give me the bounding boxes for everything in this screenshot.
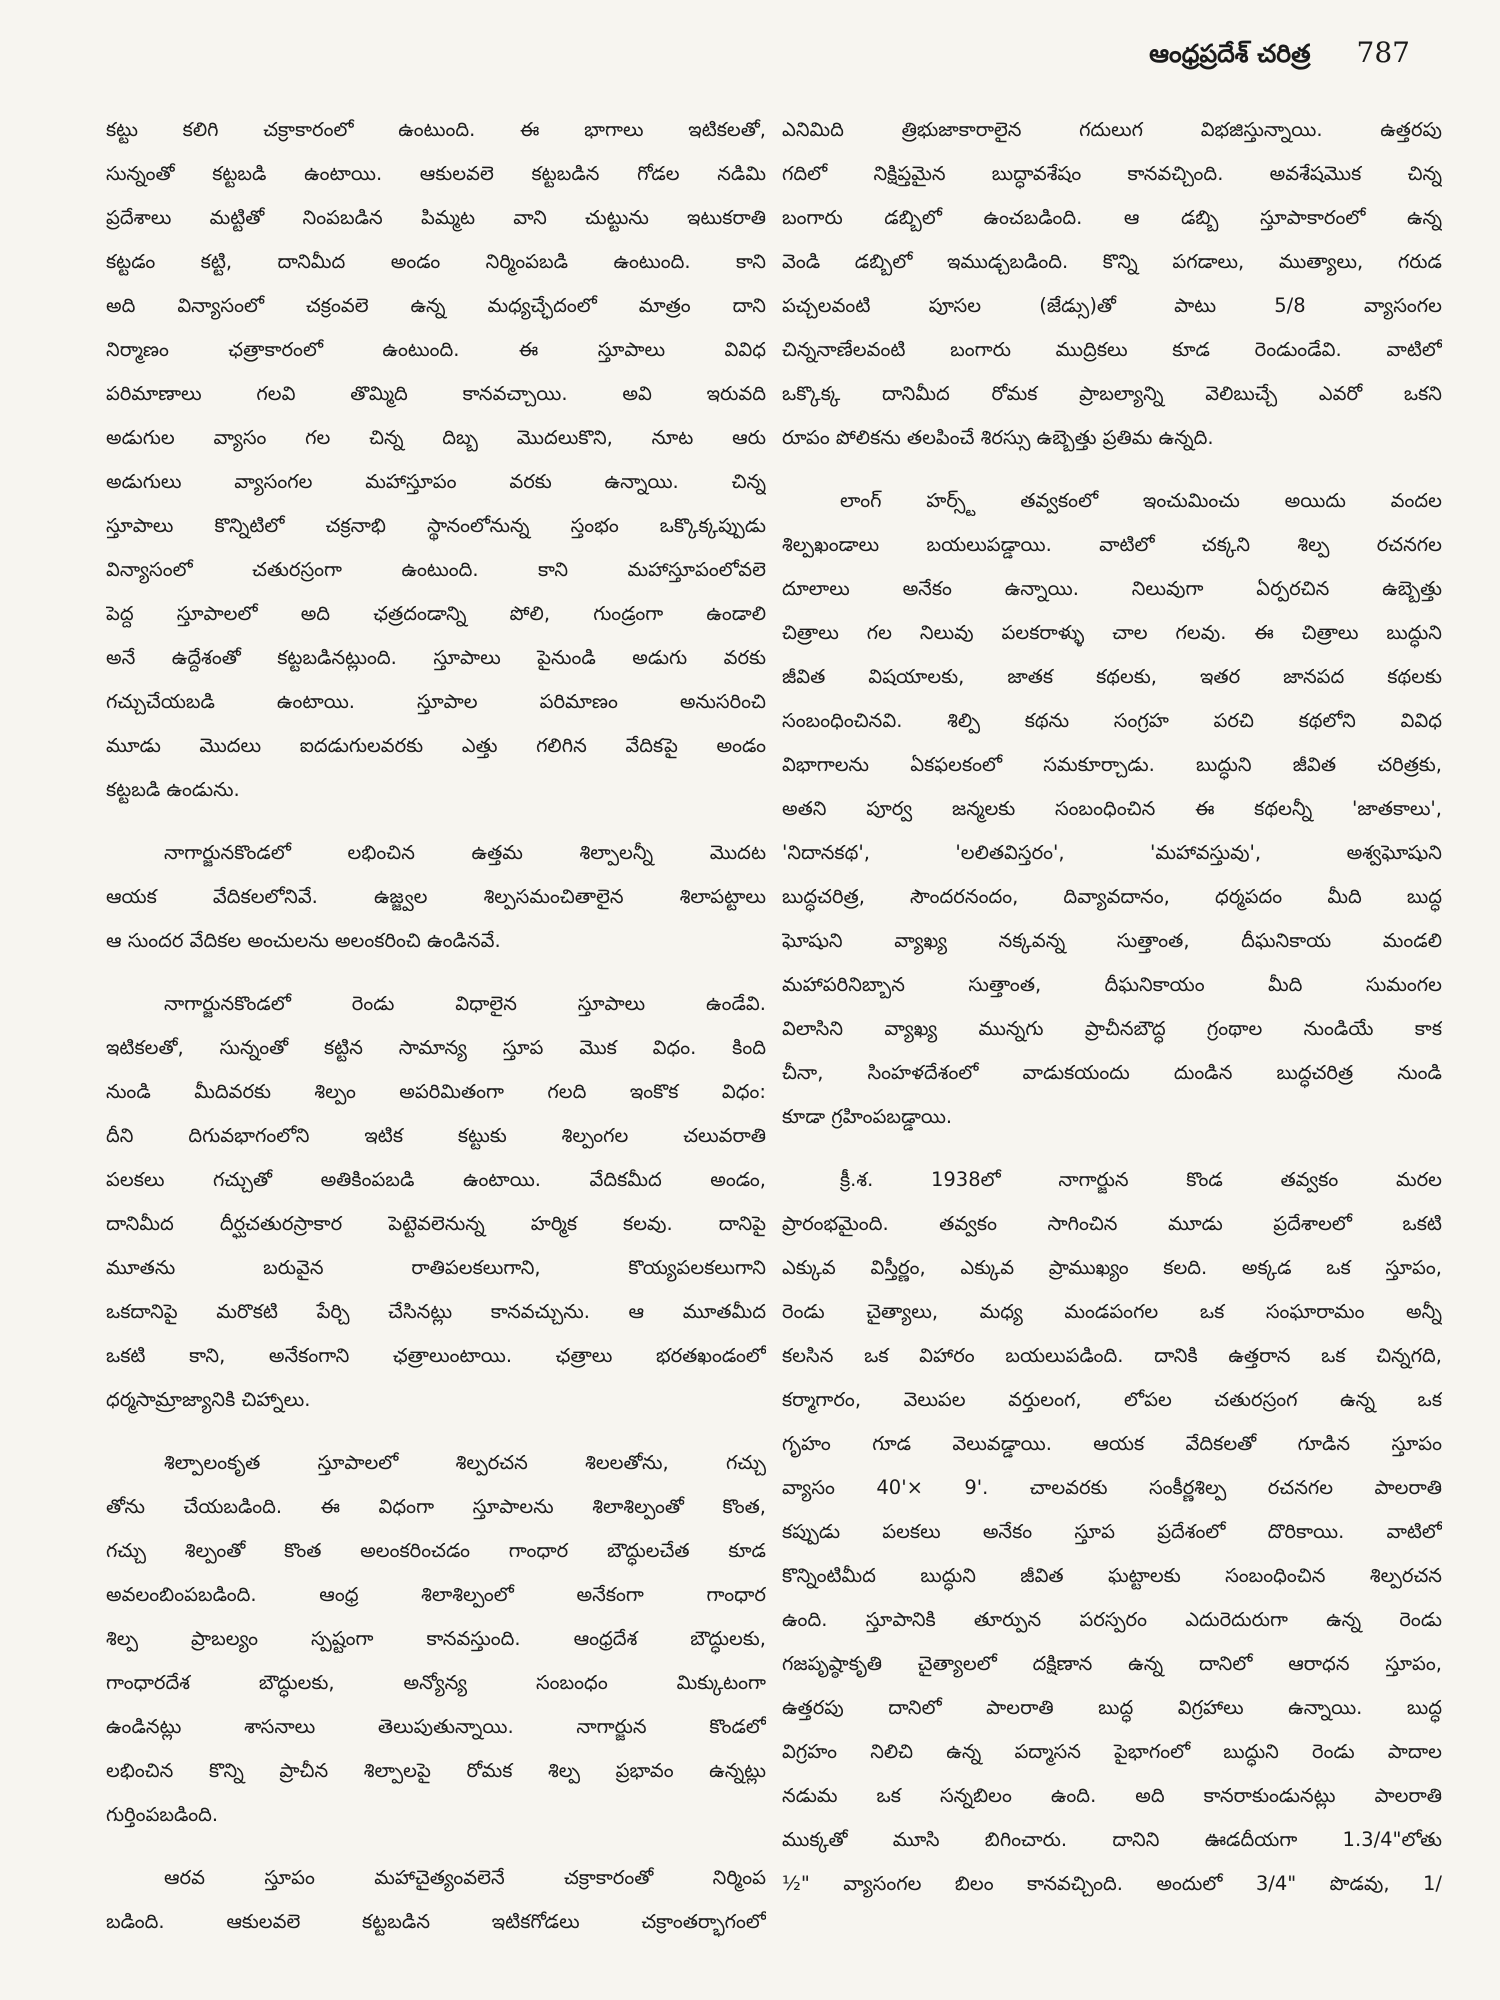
text-line: ప్రారంభమైంది. తవ్వకం సాగించిన మూడు ప్రదేశాలలో ఒకటి xyxy=(782,1212,1442,1235)
text-line: శిల్పాలంకృత స్తూపాలలో శిల్పరచన శిలలతోను, గచ్చు xyxy=(164,1451,766,1474)
text-line: రూపం పోలికను తలపించే శిరస్సు ఉబ్బెత్తు ప్రతిమ ఉన్నది. xyxy=(782,426,1214,449)
text-line: ఉండినట్లు శాసనాలు తెలుపుతున్నాయి. నాగార్జున కొండలో xyxy=(106,1715,766,1738)
text-line: స్తూపాలు కొన్నిటిలో చక్రనాభి స్థానంలోనున్న స్తంభం ఒక్కొక్కప్పుడు xyxy=(106,514,766,537)
text-line: పలకలు గచ్చుతో అతికింపబడి ఉంటాయి. వేదికమీద అండం, xyxy=(106,1168,766,1191)
text-line: పచ్చలవంటి పూసల (జేడ్సు)తో పాటు 5/8 వ్యాసంగల xyxy=(782,294,1442,317)
text-line: ఎక్కువ విస్తీర్ణం, ఎక్కువ ప్రాముఖ్యం కలది. అక్కడ ఒక స్తూపం, xyxy=(782,1256,1442,1279)
text-line: ఆ సుందర వేదికల అంచులను అలంకరించి ఉండినవే. xyxy=(106,929,501,952)
text-line: దూలాలు అనేకం ఉన్నాయి. నిలువుగా ఏర్పరచిన ఉబ్బెత్తు xyxy=(782,577,1442,600)
text-line: పెద్ద స్తూపాలలో అది ఛత్రదండాన్ని పోలి, గుండ్రంగా ఉండాలి xyxy=(106,602,766,625)
text-line: శిల్ప ప్రాబల్యం స్పష్టంగా కానవస్తుంది. ఆంధ్రదేశ బౌద్ధులకు, xyxy=(106,1627,766,1650)
text-line: ½" వ్యాసంగల బిలం కానవచ్చింది. అందులో 3/4" పొడవు, 1/ xyxy=(782,1872,1442,1895)
text-line: గజపృష్ఠాకృతి చైత్యాలలో దక్షిణాన ఉన్న దానిలో ఆరాధన స్తూపం, xyxy=(782,1652,1442,1675)
text-line: బంగారు డబ్బిలో ఉంచబడింది. ఆ డబ్బి స్తూపాకారంలో ఉన్న xyxy=(782,206,1442,229)
text-line: గచ్చుచేయబడి ఉంటాయి. స్తూపాల పరిమాణం అనుసరించి xyxy=(106,690,766,713)
text-line: గాంధారదేశ బౌద్ధులకు, అన్యోన్య సంబంధం మిక్కుటంగా xyxy=(106,1671,766,1694)
text-line: అడుగులు వ్యాసంగల మహాస్తూపం వరకు ఉన్నాయి. చిన్న xyxy=(106,470,766,493)
text-line: ఘోషుని వ్యాఖ్య నక్కవన్న సుత్తాంత, దీఘనికాయ మండలి xyxy=(782,929,1442,952)
text-line: కట్టబడి ఉండును. xyxy=(106,778,240,801)
text-line: చీనా, సింహళదేశంలో వాడుకయందు దుండిన బుద్ధచరిత్ర నుండి xyxy=(782,1061,1442,1084)
text-line: పరిమాణాలు గలవి తొమ్మిది కానవచ్చాయి. అవి ఇరువది xyxy=(106,382,766,405)
text-line: ఆరవ స్తూపం మహాచైత్యంవలెనే చక్రాకారంతో నిర్మింప xyxy=(164,1866,766,1889)
text-line: ఇటికలతో, సున్నంతో కట్టిన సామాన్య స్తూప మొక విధం. కింది xyxy=(106,1036,766,1059)
text-line: బుద్ధచరిత్ర, సౌందరనందం, దివ్యావదానం, ధర్మపదం మీది బుద్ధ xyxy=(782,885,1442,908)
text-line: అనే ఉద్దేశంతో కట్టబడినట్లుంది. స్తూపాలు పైనుండి అడుగు వరకు xyxy=(106,646,766,669)
text-line: నాగార్జునకొండలో రెండు విధాలైన స్తూపాలు ఉండేవి. xyxy=(164,992,766,1015)
text-line: ఒకదానిపై మరొకటి పేర్చి చేసినట్లు కానవచ్చును. ఆ మూతమీద xyxy=(106,1300,766,1323)
paragraph xyxy=(782,1158,1442,1906)
text-line: గుర్తింపబడింది. xyxy=(106,1803,219,1826)
text-line: అడుగుల వ్యాసం గల చిన్న దిబ్బ మొదలుకొని, నూట ఆరు xyxy=(106,426,766,449)
page-header xyxy=(1149,36,1410,75)
page-number: 787 xyxy=(1356,36,1410,69)
text-line: ఒక్కొక్క దానిమీద రోమక ప్రాబల్యాన్ని వెలిబుచ్చే ఎవరో ఒకని xyxy=(782,382,1442,405)
paragraph xyxy=(106,1856,766,1944)
text-line: జీవిత విషయాలకు, జాతక కథలకు, ఇతర జానపద కథలకు xyxy=(782,665,1442,688)
text-line: గృహం గూడ వెలువడ్డాయి. ఆయక వేదికలతో గూడిన స్తూపం xyxy=(782,1432,1442,1455)
paragraph xyxy=(106,1441,766,1837)
text-line: ముక్కతో మూసి బిగించారు. దానిని ఊడదీయగా 1.3/4"లోతు xyxy=(782,1828,1442,1851)
text-line: బడింది. ఆకులవలె కట్టబడిన ఇటికగోడలు చక్రాంతర్భాగంలో xyxy=(106,1910,766,1933)
text-line: దానిమీద దీర్ఘచతురస్రాకార పెట్టెవలెనున్న హర్మిక కలవు. దానిపై xyxy=(106,1212,766,1235)
text-line: క్రీ.శ. 1938లో నాగార్జున కొండ తవ్వకం మరల xyxy=(840,1168,1442,1191)
text-line: మూడు మొదలు ఐదడుగులవరకు ఎత్తు గలిగిన వేదికపై అండం xyxy=(106,734,766,757)
text-line: ఉంది. స్తూపానికి తూర్పున పరస్పరం ఎదురెదురుగా ఉన్న రెండు xyxy=(782,1608,1442,1631)
paragraph xyxy=(782,108,1442,460)
text-line: లభించిన కొన్ని ప్రాచీన శిల్పాలపై రోమక శిల్ప ప్రభావం ఉన్నట్లు xyxy=(106,1759,766,1782)
text-line: గదిలో నిక్షిప్తమైన బుద్ధావశేషం కానవచ్చింది. అవశేషమొక చిన్న xyxy=(782,162,1442,185)
text-line: కర్మాగారం, వెలుపల వర్తులంగ, లోపల చతురస్రంగ ఉన్న ఒక xyxy=(782,1388,1442,1411)
text-line: కలసిన ఒక విహారం బయలుపడింది. దానికి ఉత్తరాన ఒక చిన్నగది, xyxy=(782,1344,1442,1367)
paragraph xyxy=(106,108,766,812)
text-line: ధర్మసామ్రాజ్యానికి చిహ్నాలు. xyxy=(106,1388,311,1411)
text-line: నిర్మాణం ఛత్రాకారంలో ఉంటుంది. ఈ స్తూపాలు వివిధ xyxy=(106,338,766,361)
paragraph xyxy=(782,479,1442,1139)
text-line: కప్పుడు పలకలు అనేకం స్తూప ప్రదేశంలో దొరికాయి. వాటిలో xyxy=(782,1520,1442,1543)
paragraph xyxy=(106,982,766,1422)
text-line: లాంగ్ హర్స్ట్ తవ్వకంలో ఇంచుమించు అయిదు వందల xyxy=(840,489,1442,512)
text-line: దీని దిగువభాగంలోని ఇటిక కట్టుకు శిల్పంగల చలువరాతి xyxy=(106,1124,766,1147)
text-line: కొన్నింటిమీద బుద్ధుని జీవిత ఘట్టాలకు సంబంధించిన శిల్పరచన xyxy=(782,1564,1442,1587)
text-line: మూతను బరువైన రాతిపలకలుగాని, కొయ్యపలకలుగాని xyxy=(106,1256,766,1279)
text-line: చిన్ననాణేలవంటి బంగారు ముద్రికలు కూడ రెండుండేవి. వాటిలో xyxy=(782,338,1442,361)
text-line: చిత్రాలు గల నిలువు పలకరాళ్ళు చాల గలవు. ఈ చిత్రాలు బుద్ధుని xyxy=(782,621,1442,644)
text-line: శిల్పఖండాలు బయలుపడ్డాయి. వాటిలో చక్కని శిల్ప రచనగల xyxy=(782,533,1442,556)
text-line: సంబంధించినవి. శిల్పి కథను సంగ్రహ పరచి కథలోని వివిధ xyxy=(782,709,1442,732)
text-line: విగ్రహం నిలిచి ఉన్న పద్మాసన పైభాగంలో బుద్ధుని రెండు పాదాల xyxy=(782,1740,1442,1763)
text-line: కూడా గ్రహింపబడ్డాయి. xyxy=(782,1105,953,1128)
text-line: కట్టడం కట్టి, దానిమీద అండం నిర్మింపబడి ఉంటుంది. కాని xyxy=(106,250,766,273)
text-line: వెండి డబ్బిలో ఇముడ్చబడింది. కొన్ని పగడాలు, ముత్యాలు, గరుడ xyxy=(782,250,1442,273)
text-line: ప్రదేశాలు మట్టితో నింపబడిన పిమ్మట వాని చుట్టును ఇటుకరాతి xyxy=(106,206,766,229)
text-line: నాగార్జునకొండలో లభించిన ఉత్తమ శిల్పాలన్నీ మొదట xyxy=(164,841,766,864)
running-head: ఆంధ్రప్రదేశ్ చరిత్ర xyxy=(1149,39,1311,68)
text-line: అతని పూర్వ జన్మలకు సంబంధించిన ఈ కథలన్నీ 'జాతకాలు', xyxy=(782,797,1442,820)
right-column xyxy=(782,108,1442,1978)
text-line: విన్యాసంలో చతురస్రంగా ఉంటుంది. కాని మహాస్తూపంలోవలె xyxy=(106,558,766,581)
left-column xyxy=(106,108,766,1978)
text-line: తోను చేయబడింది. ఈ విధంగా స్తూపాలను శిలాశిల్పంతో కొంత, xyxy=(106,1495,766,1518)
text-line: నడుమ ఒక సన్నబిలం ఉంది. అది కానరాకుండునట్లు పాలరాతి xyxy=(782,1784,1442,1807)
text-line: ఉత్తరపు దానిలో పాలరాతి బుద్ధ విగ్రహాలు ఉన్నాయి. బుద్ధ xyxy=(782,1696,1442,1719)
text-line: విలాసిని వ్యాఖ్య మున్నగు ప్రాచీనబౌద్ధ గ్రంథాల నుండియే కాక xyxy=(782,1017,1442,1040)
text-line: కట్టు కలిగి చక్రాకారంలో ఉంటుంది. ఈ భాగాలు ఇటికలతో, xyxy=(106,118,766,141)
paragraph xyxy=(106,831,766,963)
text-line: అవలంబింపబడింది. ఆంధ్ర శిలాశిల్పంలో అనేకంగా గాంధార xyxy=(106,1583,766,1606)
text-line: ఎనిమిది త్రిభుజాకారాలైన గదులుగ విభజిస్తున్నాయి. ఉత్తరపు xyxy=(782,118,1442,141)
text-line: విభాగాలను ఏకఫలకంలో సమకూర్చాడు. బుద్ధుని జీవిత చరిత్రకు, xyxy=(782,753,1442,776)
text-line: రెండు చైత్యాలు, మధ్య మండపంగల ఒక సంఘారామం అన్నీ xyxy=(782,1300,1442,1323)
text-line: సున్నంతో కట్టబడి ఉంటాయి. ఆకులవలె కట్టబడిన గోడల నడిమి xyxy=(106,162,766,185)
text-line: మహాపరినిబ్బాన సుత్తాంత, దీఘనికాయం మీది సుమంగల xyxy=(782,973,1442,996)
text-line: గచ్చు శిల్పంతో కొంత అలంకరించడం గాంధార బౌద్ధులచేత కూడ xyxy=(106,1539,766,1562)
text-line: ఆయక వేదికలలోనివే. ఉజ్జ్వల శిల్పసమంచితాలైన శిలాపట్టాలు xyxy=(106,885,766,908)
text-line: నుండి మీదివరకు శిల్పం అపరిమితంగా గలది ఇంకొక విధం: xyxy=(106,1080,766,1103)
text-line: ఒకటి కాని, అనేకంగాని ఛత్రాలుంటాయి. ఛత్రాలు భరతఖండంలో xyxy=(106,1344,766,1367)
text-line: అది విన్యాసంలో చక్రంవలె ఉన్న మధ్యచ్ఛేదంలో మాత్రం దాని xyxy=(106,294,766,317)
text-line: వ్యాసం 40'× 9'. చాలవరకు సంకీర్ణశిల్ప రచనగల పాలరాతి xyxy=(782,1476,1442,1499)
text-line: 'నిదానకథ', 'లలితవిస్తరం', 'మహావస్తువు', అశ్వఘోషుని xyxy=(782,841,1442,864)
